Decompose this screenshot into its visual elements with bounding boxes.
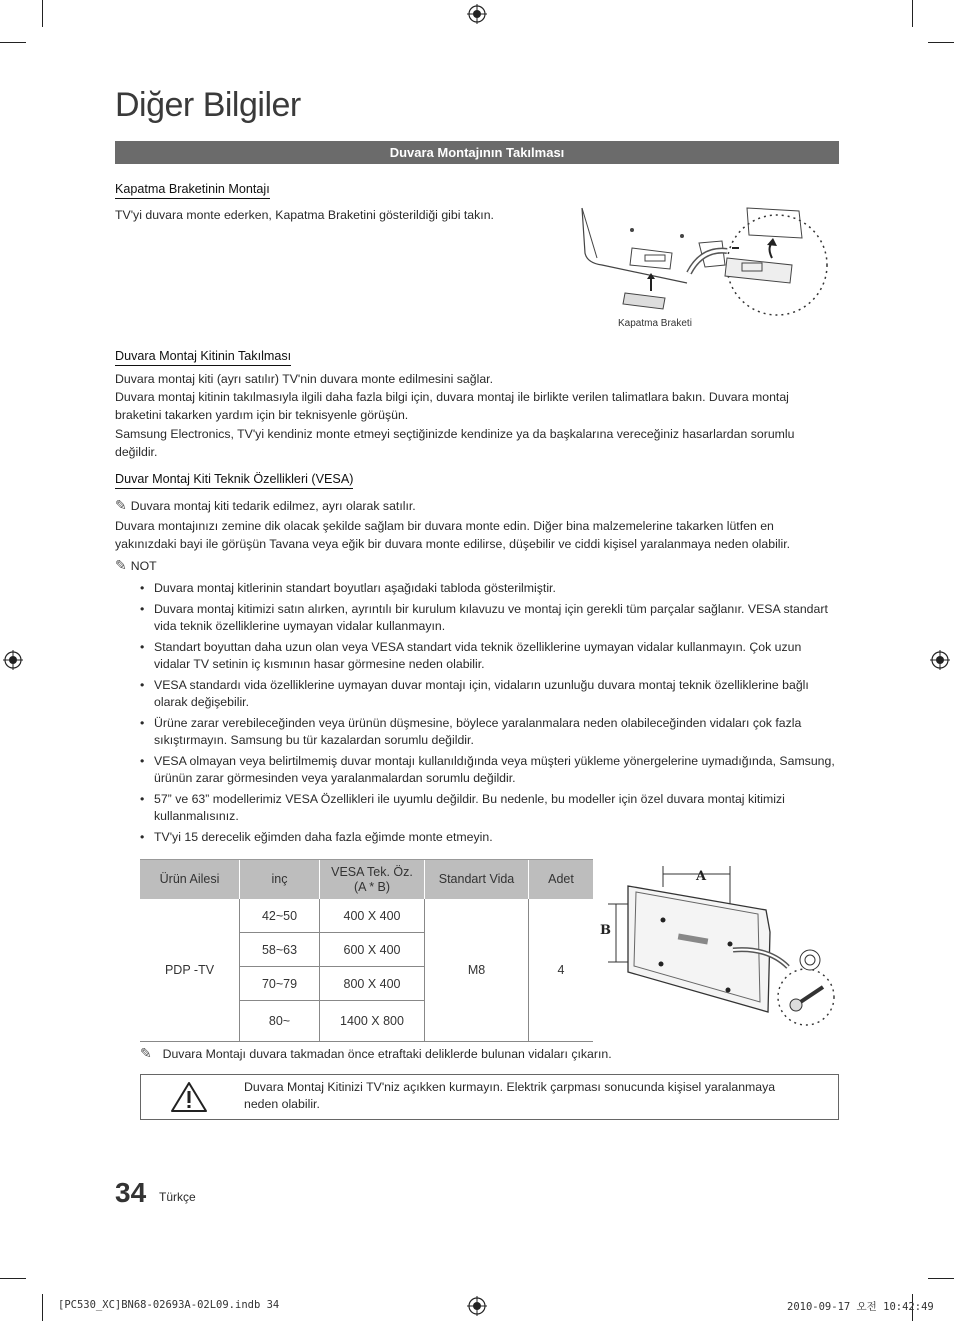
bracket-heading: Kapatma Braketinin Montajı (115, 182, 270, 196)
kit-paragraph-3: Samsung Electronics, TV'yi kendiniz monte etmeyi seçtiğinizde kendinize ya da başkalarına vereceğiniz hasarlardan sorumlu değildir. (115, 427, 795, 459)
table-row (140, 899, 593, 933)
footer-file-info: [PC530_XC]BN68-02693A-02L09.indb 34 (58, 1299, 280, 1311)
crop-mark (0, 1278, 26, 1279)
vesa-bullet-list (140, 580, 840, 850)
footer-timestamp: 2010-09-17 오전 10:42:49 (787, 1301, 934, 1313)
kit-paragraph-1: Duvara montaj kiti (ayrı satılır) TV'nin duvara monte edilmesini sağlar. (115, 372, 494, 386)
section-title-bar: Duvara Montajının Takılması (115, 141, 839, 164)
kit-heading: Duvara Montaj Kitinin Takılması (115, 349, 291, 363)
table-cell: 1400 X 800 (320, 1001, 425, 1042)
crop-mark (0, 42, 26, 43)
pencil-note-icon: ✎ (140, 1045, 152, 1061)
dimension-a-label: A (696, 869, 707, 884)
registration-mark-icon (467, 4, 487, 24)
pencil-note-icon: ✎ (115, 557, 127, 573)
vesa-not-label: ✎ NOT (115, 557, 157, 573)
warning-triangle-icon (169, 1080, 209, 1114)
kit-paragraph-2: Duvara montaj kitinin takılmasıyla ilgili daha fazla bilgi için, duvara montaj ile birlikte verilen talimatlara bakın. Duvara montaj braketini takarken yardım için bir teknisyenle görüşün. (115, 390, 789, 422)
dimension-b-label: B (600, 923, 611, 938)
note-after-table: ✎ Duvara Montajı duvara takmadan önce etraftaki deliklerde bulunan vidaları çıkarın. (140, 1045, 612, 1061)
warning-box (140, 1074, 839, 1120)
vesa-note-1: ✎ Duvara montaj kiti tedarik edilmez, ayrı olarak satılır. (115, 497, 416, 513)
pencil-note-icon: ✎ (115, 497, 127, 513)
page-title: Diğer Bilgiler (115, 86, 301, 124)
tv-back-diagram (598, 862, 838, 1032)
table-header: inç (240, 860, 320, 900)
table-cell: 42~50 (240, 899, 320, 933)
crop-mark (42, 0, 43, 27)
page-number: 34 (115, 1177, 147, 1208)
crop-mark (928, 1278, 954, 1279)
bracket-text: TV'yi duvara monte ederken, Kapatma Braketini gösterildiği gibi takın. (115, 208, 494, 222)
table-cell-family: PDP -TV (140, 899, 240, 1042)
vesa-spec-table (140, 859, 593, 1042)
table-header: Ürün Ailesi (140, 860, 240, 900)
list-item: • Duvara montaj kitlerinin standart boyutları aşağıdaki tabloda gösterilmiştir. (140, 580, 840, 597)
list-item: • Ürüne zarar verebileceğinden veya ürünün düşmesine, böylece yaralanmalara neden olabileceğinden vidaları çok fazla sıkıştırmayın. Samsung bu tür kazalardan sorumlu değildir. (140, 715, 840, 749)
table-cell: 600 X 400 (320, 933, 425, 967)
registration-mark-icon (3, 650, 23, 670)
bracket-image-label: Kapatma Braketi (618, 318, 692, 329)
table-cell: 80~ (240, 1001, 320, 1042)
list-item: • Standart boyuttan daha uzun olan veya VESA standart vida teknik özelliklerine uymayan vidalar kullanmayın. Çok uzun vidalar TV setinin iç kısmının hasar görmesine neden olabilir. (140, 639, 840, 673)
list-item: • TV'yi 15 derecelik eğimden daha fazla eğimde monte etmeyin. (140, 829, 840, 846)
crop-mark (42, 1294, 43, 1321)
crop-mark (912, 0, 913, 27)
registration-mark-icon (467, 1296, 487, 1316)
crop-mark (928, 42, 954, 43)
table-cell: 400 X 400 (320, 899, 425, 933)
table-header: Standart Vida (425, 860, 529, 900)
vesa-paragraph: Duvara montajınızı zemine dik olacak şekilde sağlam bir duvara monte edin. Diğer bina malzemelerine takarken lütfen en yakınızdaki bayi ile görüşün Tavana veya eğik bir duvara monte edilirse, düşebilir ve ciddi kişisel yaralanmaya neden olabilir. (115, 519, 791, 551)
table-cell: 800 X 400 (320, 967, 425, 1001)
language-label: Türkçe (159, 1190, 196, 1204)
list-item: • VESA standardı vida özelliklerine uymayan duvar montajı için, vidaların uzunluğu duvara montaj teknik özelliklerine bağlı olarak değişebilir. (140, 677, 840, 711)
table-header: VESA Tek. Öz. (A * B) (320, 860, 425, 900)
warning-text: Duvara Montaj Kitinizi TV'niz açıkken kurmayın. Elektrik çarpması sonucunda kişisel yaralanmaya neden olabilir. (244, 1080, 776, 1111)
table-cell-qty: 4 (529, 899, 594, 1042)
list-item: • Duvara montaj kitimizi satın alırken, ayrıntılı bir kurulum kılavuzu ve montaj için gerekli tüm parçalar sağlanır. VESA standart vida teknik özelliklerine uymayan vidalar kullanmayın. (140, 601, 840, 635)
table-cell: 58~63 (240, 933, 320, 967)
vesa-heading: Duvar Montaj Kiti Teknik Özellikleri (VESA) (115, 472, 353, 486)
table-header: Adet (529, 860, 594, 900)
list-item: • 57” ve 63” modellerimiz VESA Özellikleri ile uyumlu değildir. Bu nedenle, bu modeller için özel duvara montaj kitimizi kullanmalısınız. (140, 791, 840, 825)
cover-bracket-illustration (577, 203, 832, 333)
registration-mark-icon (930, 650, 950, 670)
table-cell: 70~79 (240, 967, 320, 1001)
table-cell-screw: M8 (425, 899, 529, 1042)
list-item: • VESA olmayan veya belirtilmemiş duvar montajı kullanıldığında veya müşteri yükleme yönergelerine uymadığında, Samsung, ürünün zarar görmesinden veya yaralanmalardan sorumlu değildir. (140, 753, 840, 787)
